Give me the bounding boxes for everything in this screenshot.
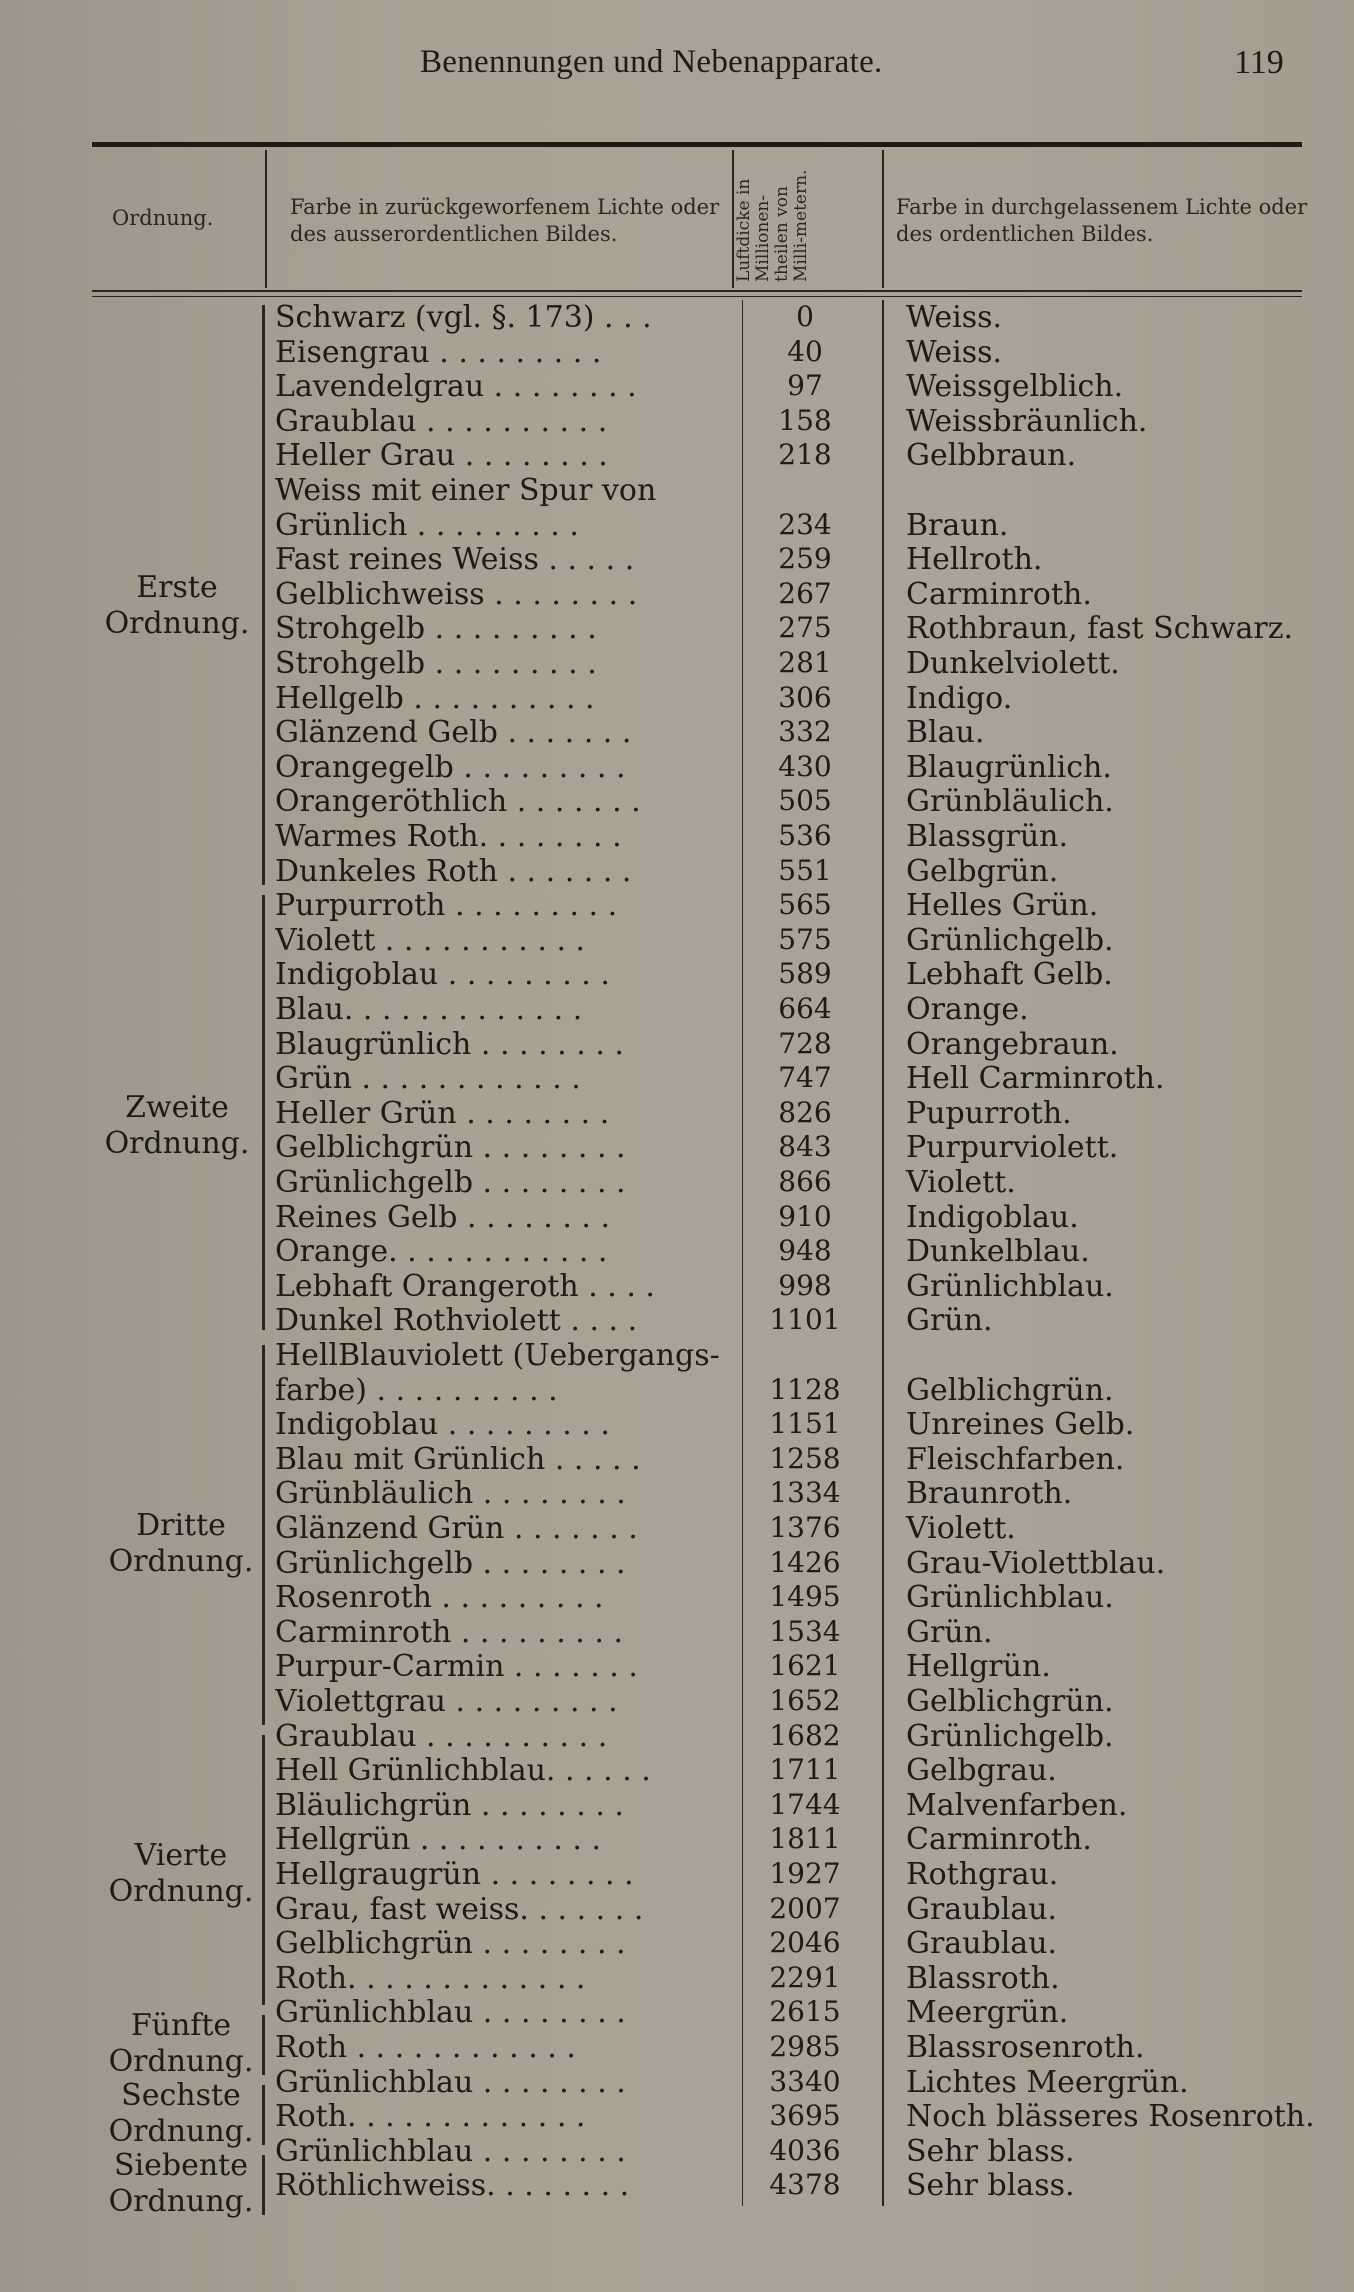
cell-transmitted-color: Braun. [906, 507, 1009, 543]
cell-transmitted-color: Braunroth. [906, 1476, 1073, 1512]
cell-air-thickness: 3340 [769, 2064, 841, 2098]
cell-transmitted-color: Lichtes Meergrün. [906, 2064, 1189, 2100]
cell-transmitted-color: Hellgrün. [906, 1649, 1051, 1685]
cell-reflected-color: Grünlichgelb . . . . . . . . [275, 1545, 626, 1581]
cell-reflected-color: Hellgraugrün . . . . . . . . [275, 1857, 634, 1892]
cell-transmitted-color: Blassrosenroth. [906, 2030, 1145, 2065]
cell-reflected-color: Graublau . . . . . . . . . . [275, 403, 608, 439]
table-row [0, 1788, 1354, 1822]
cell-reflected-color: Heller Grün . . . . . . . . [275, 1095, 610, 1131]
cell-air-thickness: 2985 [769, 2030, 841, 2063]
cell-transmitted-color: Gelblichgrün. [906, 1684, 1114, 1719]
cell-reflected-color: Blau mit Grünlich . . . . . [275, 1441, 641, 1477]
cell-air-thickness: 1682 [769, 1718, 841, 1752]
cell-reflected-color: Carminroth . . . . . . . . . [275, 1614, 623, 1650]
cell-transmitted-color: Grünlichblau. [906, 1268, 1114, 1304]
cell-air-thickness: 2615 [769, 1995, 841, 2029]
running-head [0, 44, 1354, 94]
cell-reflected-color: Heller Grau . . . . . . . . [275, 438, 608, 474]
cell-air-thickness: 910 [778, 1199, 832, 1233]
order-label-1: Erste Ordnung. [104, 570, 250, 641]
table-row [0, 369, 1354, 403]
cell-transmitted-color: Gelbbraun. [906, 438, 1077, 474]
table-row [0, 1719, 1354, 1753]
table-row [0, 819, 1354, 853]
cell-reflected-color: Grünlich . . . . . . . . . [275, 507, 579, 543]
cell-transmitted-color: Violett. [906, 1511, 1016, 1546]
table-top-rule [92, 142, 1302, 147]
cell-transmitted-color: Blau. [906, 715, 985, 751]
cell-transmitted-color: Gelblichgrün. [906, 1372, 1114, 1408]
header-bottom-rule [92, 290, 1302, 292]
cell-reflected-color: Lebhaft Orangeroth . . . . [275, 1268, 655, 1304]
cell-air-thickness: 575 [778, 922, 832, 956]
table-row [0, 681, 1354, 715]
cell-transmitted-color: Pupurroth. [906, 1095, 1072, 1131]
cell-air-thickness: 430 [778, 749, 832, 783]
table-row [0, 646, 1354, 680]
cell-air-thickness: 728 [778, 1026, 832, 1060]
cell-reflected-color: Grünbläulich . . . . . . . . [275, 1476, 626, 1512]
cell-transmitted-color: Blassgrün. [906, 819, 1069, 854]
table-row [0, 300, 1354, 334]
cell-transmitted-color: Carminroth. [906, 1822, 1092, 1858]
column-header-transmitted: Farbe in durchgelassenem Lichte oder des ordentlichen Bildes. [896, 195, 1308, 246]
table-row [0, 992, 1354, 1026]
table-row [0, 404, 1354, 438]
table-row [0, 1546, 1354, 1580]
cell-transmitted-color: Weiss. [906, 300, 1003, 335]
cell-reflected-color: Roth. . . . . . . . . . . . . [275, 1960, 586, 1996]
cell-reflected-color: Dunkel Rothviolett . . . . [275, 1303, 638, 1339]
cell-transmitted-color: Hell Carminroth. [906, 1061, 1165, 1097]
cell-air-thickness: 4036 [769, 2133, 841, 2167]
cell-air-thickness: 158 [778, 403, 832, 437]
table-row [0, 2168, 1354, 2202]
cell-reflected-color: Weiss mit einer Spur von [275, 473, 657, 508]
cell-air-thickness: 1621 [769, 1649, 841, 1683]
cell-air-thickness: 1128 [769, 1372, 841, 1406]
cell-transmitted-color: Rothbraun, fast Schwarz. [906, 611, 1294, 647]
cell-reflected-color: Roth . . . . . . . . . . . . [275, 2030, 576, 2065]
order-label-2: Zweite Ordnung. [104, 1090, 250, 1161]
order-label-4: Vierte Ordnung. [108, 1838, 254, 1909]
cell-transmitted-color: Lebhaft Gelb. [906, 957, 1113, 993]
table-row [0, 1061, 1354, 1095]
cell-air-thickness: 234 [778, 507, 832, 541]
cell-air-thickness: 505 [778, 784, 832, 818]
cell-transmitted-color: Blaugrünlich. [906, 749, 1112, 785]
table-row [0, 715, 1354, 749]
table-row [0, 473, 1354, 507]
table-row [0, 1649, 1354, 1683]
cell-transmitted-color: Dunkelviolett. [906, 646, 1120, 681]
cell-transmitted-color: Grünlichgelb. [906, 1718, 1114, 1754]
cell-reflected-color: Hellgrün . . . . . . . . . . [275, 1822, 602, 1858]
cell-reflected-color: Rosenroth . . . . . . . . . [275, 1580, 604, 1616]
cell-reflected-color: Fast reines Weiss . . . . . [275, 542, 635, 578]
cell-reflected-color: Röthlichweiss. . . . . . . . [275, 2168, 630, 2204]
cell-reflected-color: Blaugrünlich . . . . . . . . [275, 1026, 624, 1062]
cell-air-thickness: 1811 [769, 1822, 841, 1856]
cell-transmitted-color: Weissgelblich. [906, 369, 1124, 405]
cell-air-thickness: 267 [778, 576, 832, 610]
table-row [0, 1130, 1354, 1164]
cell-reflected-color: Gelblichgrün . . . . . . . . [275, 1926, 626, 1962]
cell-air-thickness: 589 [778, 957, 832, 991]
cell-transmitted-color: Gelbgrau. [906, 1753, 1057, 1789]
cell-reflected-color: Warmes Roth. . . . . . . . [275, 819, 622, 854]
cell-transmitted-color: Carminroth. [906, 576, 1092, 612]
table-row [0, 784, 1354, 818]
table-row [0, 1892, 1354, 1926]
column-header-thickness [729, 154, 879, 284]
cell-reflected-color: Grün . . . . . . . . . . . . [275, 1061, 581, 1097]
table-row [0, 750, 1354, 784]
cell-transmitted-color: Purpurviolett. [906, 1130, 1119, 1166]
cell-transmitted-color: Graublau. [906, 1926, 1058, 1962]
cell-air-thickness: 1652 [769, 1684, 841, 1717]
cell-transmitted-color: Noch blässeres Rosenroth. [906, 2099, 1315, 2135]
cell-air-thickness: 998 [778, 1268, 832, 1302]
table-row [0, 1753, 1354, 1787]
cell-air-thickness: 218 [778, 438, 832, 472]
cell-reflected-color: Blau. . . . . . . . . . . . . [275, 992, 583, 1027]
table-row [0, 1857, 1354, 1891]
table-row [0, 508, 1354, 542]
cell-air-thickness: 1151 [769, 1407, 841, 1441]
cell-transmitted-color: Sehr blass. [906, 2133, 1075, 2169]
table-row [0, 1096, 1354, 1130]
table-row [0, 2134, 1354, 2168]
cell-reflected-color: Reines Gelb . . . . . . . . [275, 1199, 611, 1235]
table-row [0, 1684, 1354, 1718]
order-label-5: Fünfte Ordnung. [108, 2008, 254, 2079]
cell-transmitted-color: Hellroth. [906, 542, 1043, 578]
cell-air-thickness: 664 [778, 992, 832, 1025]
cell-air-thickness: 565 [778, 888, 832, 922]
cell-reflected-color: Grünlichgelb . . . . . . . . [275, 1165, 626, 1200]
cell-reflected-color: Strohgelb . . . . . . . . . [275, 611, 597, 647]
order-label-7: Siebente Ordnung. [108, 2148, 254, 2219]
cell-air-thickness: 826 [778, 1095, 832, 1129]
cell-air-thickness: 281 [778, 646, 832, 679]
table-row [0, 1822, 1354, 1856]
cell-reflected-color: Gelblichgrün . . . . . . . . [275, 1130, 626, 1166]
cell-reflected-color: Glänzend Gelb . . . . . . . [275, 715, 632, 751]
cell-reflected-color: Violett . . . . . . . . . . . [275, 922, 586, 958]
cell-air-thickness: 2046 [769, 1926, 841, 1960]
table-row [0, 611, 1354, 645]
column-header-thickness-text: Luftdicke in Millionen-theilen von Milli-metern. [734, 169, 811, 282]
cell-air-thickness: 1495 [769, 1580, 841, 1614]
cell-air-thickness: 747 [778, 1061, 832, 1095]
cell-air-thickness: 259 [778, 542, 832, 576]
cell-transmitted-color: Orangebraun. [906, 1026, 1119, 1062]
cell-transmitted-color: Graublau. [906, 1891, 1058, 1927]
column-header-reflected: Farbe in zurückgeworfenem Lichte oder des ausserordentlichen Bildes. [290, 195, 720, 246]
cell-transmitted-color: Grün. [906, 1614, 993, 1650]
cell-air-thickness: 2291 [769, 1960, 841, 1994]
cell-transmitted-color: Rothgrau. [906, 1857, 1059, 1892]
cell-transmitted-color: Weiss. [906, 334, 1003, 370]
cell-air-thickness: 332 [778, 715, 832, 749]
cell-air-thickness: 1927 [769, 1857, 841, 1890]
cell-reflected-color: Purpurroth . . . . . . . . . [275, 888, 618, 924]
table-row [0, 2030, 1354, 2064]
cell-reflected-color: Grünlichblau . . . . . . . . [275, 2133, 626, 2169]
cell-air-thickness: 1426 [769, 1545, 841, 1579]
cell-transmitted-color: Meergrün. [906, 1995, 1069, 2031]
cell-transmitted-color: Sehr blass. [906, 2168, 1075, 2204]
cell-transmitted-color: Indigo. [906, 680, 1013, 716]
cell-reflected-color: Graublau . . . . . . . . . . [275, 1718, 608, 1754]
cell-air-thickness: 1534 [769, 1614, 841, 1648]
table-row [0, 2065, 1354, 2099]
table-row [0, 1338, 1354, 1372]
table-row [0, 1961, 1354, 1995]
cell-reflected-color: Schwarz (vgl. §. 173) . . . [275, 300, 652, 335]
table-row [0, 1373, 1354, 1407]
cell-air-thickness: 275 [778, 611, 832, 645]
cell-reflected-color: Indigoblau . . . . . . . . . [275, 957, 610, 993]
cell-air-thickness: 97 [787, 369, 823, 403]
cell-transmitted-color: Gelbgrün. [906, 853, 1059, 889]
cell-air-thickness: 1334 [769, 1476, 841, 1510]
cell-reflected-color: Gelblichweiss . . . . . . . . [275, 576, 638, 612]
cell-transmitted-color: Malvenfarben. [906, 1787, 1128, 1823]
cell-reflected-color: farbe) . . . . . . . . . . [275, 1372, 558, 1408]
cell-transmitted-color: Helles Grün. [906, 888, 1099, 924]
table-row [0, 1926, 1354, 1960]
cell-transmitted-color: Grünlichgelb. [906, 922, 1114, 958]
cell-air-thickness: 4378 [769, 2168, 841, 2202]
cell-reflected-color: Orangeröthlich . . . . . . . [275, 784, 641, 820]
cell-air-thickness: 306 [778, 680, 832, 714]
table-row [0, 1995, 1354, 2029]
cell-reflected-color: Roth. . . . . . . . . . . . . [275, 2099, 586, 2135]
cell-reflected-color: Eisengrau . . . . . . . . . [275, 334, 602, 370]
cell-reflected-color: Strohgelb . . . . . . . . . [275, 646, 597, 681]
cell-reflected-color: Purpur-Carmin . . . . . . . [275, 1649, 638, 1685]
table-row [0, 542, 1354, 576]
cell-reflected-color: Grau, fast weiss. . . . . . . [275, 1891, 644, 1927]
column-header-order: Ordnung. [112, 206, 214, 230]
cell-transmitted-color: Grün. [906, 1303, 993, 1339]
cell-reflected-color: Grünlichblau . . . . . . . . [275, 2064, 626, 2100]
cell-transmitted-color: Indigoblau. [906, 1199, 1079, 1235]
cell-reflected-color: Hellgelb . . . . . . . . . . [275, 680, 595, 716]
cell-air-thickness: 843 [778, 1130, 832, 1164]
cell-transmitted-color: Grau-Violettblau. [906, 1545, 1166, 1581]
table-row [0, 335, 1354, 369]
cell-air-thickness: 0 [796, 300, 814, 333]
cell-air-thickness: 536 [778, 819, 832, 852]
table-row [0, 888, 1354, 922]
cell-air-thickness: 1711 [769, 1753, 841, 1787]
header-divider [265, 150, 267, 288]
table-row [0, 2099, 1354, 2133]
cell-air-thickness: 551 [778, 853, 832, 887]
table-row [0, 854, 1354, 888]
cell-air-thickness: 3695 [769, 2099, 841, 2133]
cell-reflected-color: Orangegelb . . . . . . . . . [275, 749, 626, 785]
cell-transmitted-color: Unreines Gelb. [906, 1407, 1135, 1443]
table-row [0, 1407, 1354, 1441]
table-row [0, 1511, 1354, 1545]
header-divider [882, 150, 884, 288]
cell-air-thickness: 40 [787, 334, 823, 368]
table-row [0, 1580, 1354, 1614]
page-number: 119 [1234, 44, 1284, 81]
cell-transmitted-color: Dunkelblau. [906, 1234, 1090, 1270]
table-row [0, 1269, 1354, 1303]
table-row [0, 1615, 1354, 1649]
cell-transmitted-color: Grünbläulich. [906, 784, 1114, 820]
table-row [0, 1442, 1354, 1476]
cell-reflected-color: Grünlichblau . . . . . . . . [275, 1995, 626, 2031]
cell-reflected-color: Bläulichgrün . . . . . . . . [275, 1787, 624, 1823]
cell-air-thickness: 1744 [769, 1787, 841, 1821]
table-row [0, 577, 1354, 611]
cell-transmitted-color: Blassroth. [906, 1960, 1060, 1996]
cell-air-thickness: 1258 [769, 1441, 841, 1475]
cell-air-thickness: 866 [778, 1165, 832, 1198]
cell-reflected-color: Lavendelgrau . . . . . . . . [275, 369, 637, 405]
cell-reflected-color: Orange. . . . . . . . . . . . [275, 1234, 608, 1270]
cell-reflected-color: Glänzend Grün . . . . . . . [275, 1511, 638, 1546]
cell-reflected-color: Dunkeles Roth . . . . . . . [275, 853, 632, 889]
cell-transmitted-color: Fleischfarben. [906, 1441, 1125, 1477]
cell-air-thickness: 948 [778, 1234, 832, 1268]
cell-air-thickness: 1376 [769, 1511, 841, 1544]
table-row [0, 1234, 1354, 1268]
cell-reflected-color: Hell Grünlichblau. . . . . . [275, 1753, 651, 1789]
table-row [0, 1200, 1354, 1234]
table-row [0, 1027, 1354, 1061]
cell-transmitted-color: Violett. [906, 1165, 1016, 1200]
header-bottom-rule-thin [92, 296, 1302, 297]
cell-reflected-color: Violettgrau . . . . . . . . . [275, 1684, 618, 1719]
cell-transmitted-color: Grünlichblau. [906, 1580, 1114, 1616]
order-label-6: Sechste Ordnung. [108, 2078, 254, 2149]
table-row [0, 1476, 1354, 1510]
table-row [0, 1165, 1354, 1199]
cell-reflected-color: HellBlauviolett (Uebergangs- [275, 1338, 720, 1373]
table-row [0, 438, 1354, 472]
order-label-3: Dritte Ordnung. [108, 1508, 254, 1579]
table-row [0, 1303, 1354, 1337]
cell-transmitted-color: Orange. [906, 992, 1029, 1027]
cell-air-thickness: 1101 [769, 1303, 841, 1337]
cell-transmitted-color: Weissbräunlich. [906, 403, 1148, 439]
table-row [0, 923, 1354, 957]
cell-reflected-color: Indigoblau . . . . . . . . . [275, 1407, 610, 1443]
running-title: Benennungen und Nebenapparate. [420, 44, 883, 80]
cell-air-thickness: 2007 [769, 1891, 841, 1925]
table-row [0, 957, 1354, 991]
